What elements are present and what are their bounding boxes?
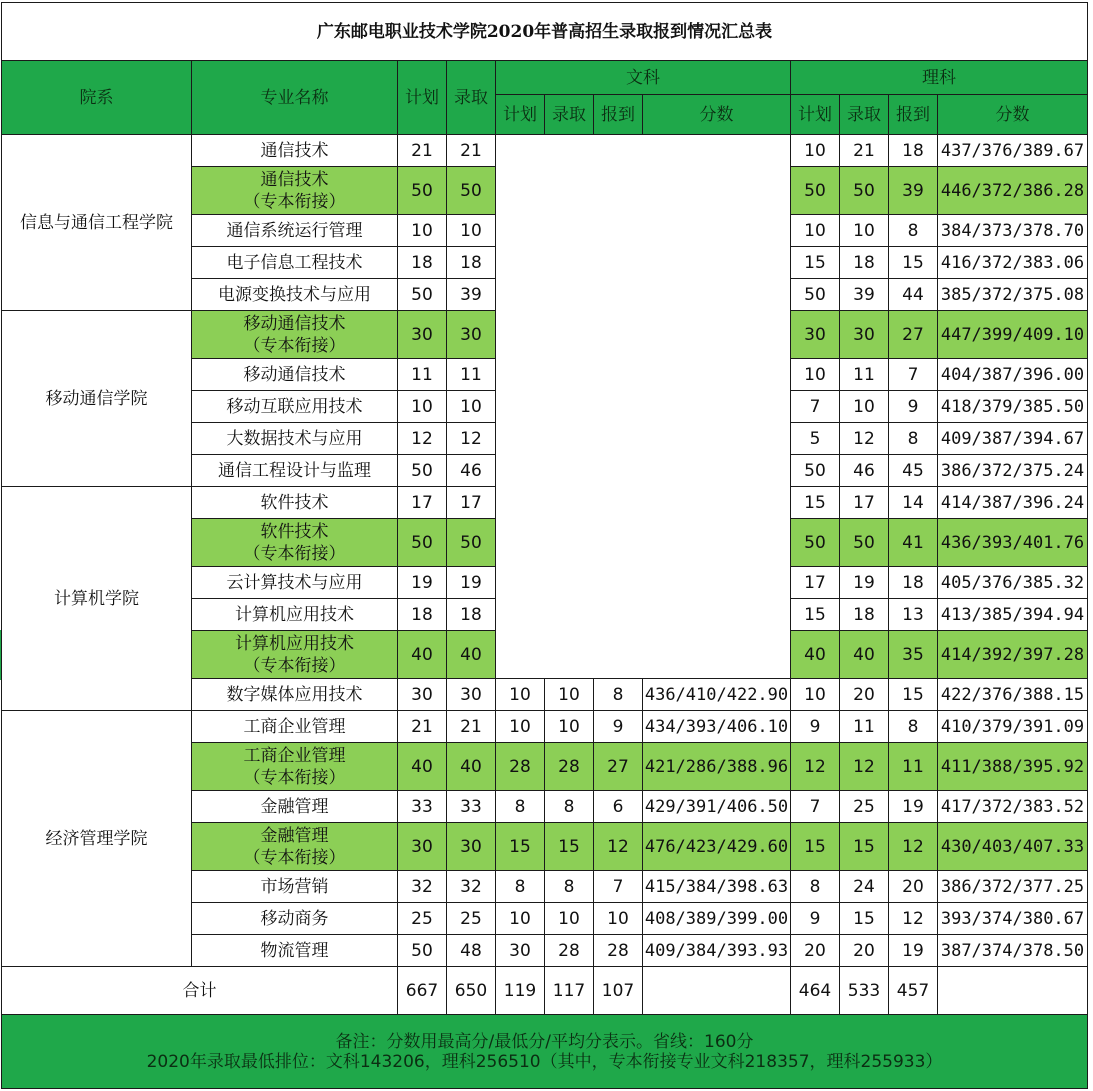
admit-cell: 12 (447, 423, 496, 455)
wk-plan-cell: 15 (496, 823, 545, 871)
header-wk-score: 分数 (643, 95, 791, 135)
lk-plan-cell: 15 (791, 599, 840, 631)
total-wk-report: 107 (594, 967, 643, 1015)
lk-plan-cell: 10 (791, 359, 840, 391)
dept-cell: 计算机学院 (2, 487, 192, 711)
lk-plan-cell: 15 (791, 247, 840, 279)
lk-report-cell: 39 (889, 167, 938, 215)
plan-cell: 50 (398, 519, 447, 567)
lk-score-cell: 446/372/386.28 (938, 167, 1088, 215)
lk-report-cell: 11 (889, 743, 938, 791)
plan-cell: 10 (398, 215, 447, 247)
lk-plan-cell: 12 (791, 743, 840, 791)
major-name-line: （专本衔接） (243, 335, 346, 356)
major-name-line: 通信技术 (260, 140, 329, 161)
wk-report-cell: 10 (594, 903, 643, 935)
plan-cell: 21 (398, 711, 447, 743)
wk-plan-cell: 28 (496, 743, 545, 791)
wk-score-cell: 408/389/399.00 (643, 903, 791, 935)
total-wk-plan: 119 (496, 967, 545, 1015)
lk-admit-cell: 11 (840, 359, 889, 391)
header-wenke: 文科 (496, 61, 791, 95)
lk-score-cell: 411/388/395.92 (938, 743, 1088, 791)
lk-report-cell: 12 (889, 823, 938, 871)
admit-cell: 40 (447, 631, 496, 679)
header-wk-report: 报到 (594, 95, 643, 135)
wk-admit-cell: 15 (545, 823, 594, 871)
lk-admit-cell: 50 (840, 167, 889, 215)
major-name-line: 移动通信技术 (243, 364, 346, 385)
admit-cell: 50 (447, 167, 496, 215)
major-cell (192, 359, 398, 391)
lk-admit-cell: 25 (840, 791, 889, 823)
lk-plan-cell: 10 (791, 215, 840, 247)
major-cell (192, 823, 398, 871)
lk-report-cell: 15 (889, 247, 938, 279)
admit-cell: 30 (447, 823, 496, 871)
dept-cell: 信息与通信工程学院 (2, 135, 192, 311)
lk-admit-cell: 12 (840, 743, 889, 791)
major-cell (192, 167, 398, 215)
total-admit: 650 (447, 967, 496, 1015)
lk-plan-cell: 7 (791, 791, 840, 823)
lk-score-cell: 409/387/394.67 (938, 423, 1088, 455)
major-cell (192, 247, 398, 279)
lk-plan-cell: 9 (791, 711, 840, 743)
header-wk-admit: 录取 (545, 95, 594, 135)
major-cell (192, 487, 398, 519)
header-row-1 (2, 61, 1088, 95)
lk-report-cell: 12 (889, 903, 938, 935)
major-cell (192, 935, 398, 967)
total-lk-score (938, 967, 1088, 1015)
lk-report-cell: 20 (889, 871, 938, 903)
lk-plan-cell: 40 (791, 631, 840, 679)
header-lk-report: 报到 (889, 95, 938, 135)
admit-cell: 30 (447, 311, 496, 359)
major-name-line: 移动通信技术 (243, 313, 346, 334)
lk-score-cell: 393/374/380.67 (938, 903, 1088, 935)
major-name-line: 通信工程设计与监理 (218, 460, 371, 481)
admit-cell: 21 (447, 711, 496, 743)
header-like: 理科 (791, 61, 1088, 95)
major-name-line: 市场营销 (260, 876, 329, 897)
total-plan: 667 (398, 967, 447, 1015)
table-title: 广东邮电职业技术学院2020年普高招生录取报到情况汇总表 (2, 3, 1088, 61)
major-cell (192, 903, 398, 935)
plan-cell: 50 (398, 279, 447, 311)
lk-report-cell: 8 (889, 711, 938, 743)
major-name-line: 计算机应用技术 (235, 633, 354, 654)
note-line-1: 备注：分数用最高分/最低分/平均分表示。省线：160分 (335, 1031, 754, 1052)
admit-cell: 18 (447, 247, 496, 279)
lk-admit-cell: 12 (840, 423, 889, 455)
lk-plan-cell: 50 (791, 167, 840, 215)
wk-report-cell: 9 (594, 711, 643, 743)
lk-report-cell: 7 (889, 359, 938, 391)
lk-report-cell: 45 (889, 455, 938, 487)
total-lk-report: 457 (889, 967, 938, 1015)
lk-admit-cell: 10 (840, 391, 889, 423)
admission-summary-table (1, 2, 1088, 1089)
lk-score-cell: 430/403/407.33 (938, 823, 1088, 871)
lk-score-cell: 422/376/388.15 (938, 679, 1088, 711)
major-cell (192, 567, 398, 599)
lk-admit-cell: 24 (840, 871, 889, 903)
lk-report-cell: 9 (889, 391, 938, 423)
major-name-line: 大数据技术与应用 (226, 428, 363, 449)
lk-admit-cell: 20 (840, 679, 889, 711)
lk-report-cell: 15 (889, 679, 938, 711)
major-cell (192, 871, 398, 903)
lk-score-cell: 416/372/383.06 (938, 247, 1088, 279)
major-name-line: 电源变换技术与应用 (218, 284, 371, 305)
wk-score-cell: 476/423/429.60 (643, 823, 791, 871)
plan-cell: 50 (398, 167, 447, 215)
major-cell (192, 311, 398, 359)
wk-plan-cell: 8 (496, 871, 545, 903)
wk-report-cell: 6 (594, 791, 643, 823)
admit-cell: 50 (447, 519, 496, 567)
lk-plan-cell: 5 (791, 423, 840, 455)
lk-report-cell: 41 (889, 519, 938, 567)
major-name-line: 工商企业管理 (243, 745, 346, 766)
header-plan: 计划 (398, 61, 447, 135)
plan-cell: 18 (398, 247, 447, 279)
header-lk-admit: 录取 (840, 95, 889, 135)
admit-cell: 10 (447, 391, 496, 423)
header-lk-score: 分数 (938, 95, 1088, 135)
total-lk-admit: 533 (840, 967, 889, 1015)
major-cell (192, 791, 398, 823)
lk-admit-cell: 18 (840, 247, 889, 279)
wk-admit-cell: 28 (545, 935, 594, 967)
lk-plan-cell: 20 (791, 935, 840, 967)
admit-cell: 30 (447, 679, 496, 711)
plan-cell: 12 (398, 423, 447, 455)
lk-admit-cell: 50 (840, 519, 889, 567)
lk-report-cell: 19 (889, 791, 938, 823)
major-name-line: （专本衔接） (243, 847, 346, 868)
lk-admit-cell: 30 (840, 311, 889, 359)
lk-score-cell: 413/385/394.94 (938, 599, 1088, 631)
major-name-line: 移动互联应用技术 (226, 396, 363, 417)
plan-cell: 40 (398, 631, 447, 679)
lk-plan-cell: 30 (791, 311, 840, 359)
major-cell (192, 519, 398, 567)
major-name-line: 金融管理 (260, 825, 329, 846)
lk-admit-cell: 15 (840, 903, 889, 935)
wk-plan-cell: 10 (496, 711, 545, 743)
wk-plan-cell: 30 (496, 935, 545, 967)
lk-report-cell: 27 (889, 311, 938, 359)
lk-admit-cell: 11 (840, 711, 889, 743)
note-line-2: 2020年录取最低排位：文科143206，理科256510（其中，专本衔接专业文科218357，理科255933） (146, 1051, 943, 1072)
header-admit: 录取 (447, 61, 496, 135)
wk-admit-cell: 8 (545, 871, 594, 903)
lk-score-cell: 410/379/391.09 (938, 711, 1088, 743)
lk-score-cell: 404/387/396.00 (938, 359, 1088, 391)
total-label: 合计 (2, 967, 398, 1015)
lk-score-cell: 414/392/397.28 (938, 631, 1088, 679)
header-wk-plan: 计划 (496, 95, 545, 135)
admit-cell: 33 (447, 791, 496, 823)
major-cell (192, 631, 398, 679)
admit-cell: 18 (447, 599, 496, 631)
plan-cell: 40 (398, 743, 447, 791)
admit-cell: 21 (447, 135, 496, 167)
plan-cell: 30 (398, 679, 447, 711)
lk-score-cell: 405/376/385.32 (938, 567, 1088, 599)
major-name-line: 电子信息工程技术 (226, 252, 363, 273)
plan-cell: 25 (398, 903, 447, 935)
major-name-line: 数字媒体应用技术 (226, 684, 363, 705)
lk-score-cell: 417/372/383.52 (938, 791, 1088, 823)
lk-admit-cell: 39 (840, 279, 889, 311)
lk-admit-cell: 15 (840, 823, 889, 871)
wk-score-cell: 436/410/422.90 (643, 679, 791, 711)
major-cell (192, 679, 398, 711)
dept-cell: 经济管理学院 (2, 711, 192, 967)
total-wk-score (643, 967, 791, 1015)
lk-score-cell: 387/374/378.50 (938, 935, 1088, 967)
lk-admit-cell: 21 (840, 135, 889, 167)
lk-plan-cell: 17 (791, 567, 840, 599)
admit-cell: 39 (447, 279, 496, 311)
plan-cell: 18 (398, 599, 447, 631)
wk-report-cell: 27 (594, 743, 643, 791)
lk-score-cell: 386/372/375.24 (938, 455, 1088, 487)
plan-cell: 33 (398, 791, 447, 823)
table-row (2, 711, 1088, 743)
wk-admit-cell: 10 (545, 711, 594, 743)
lk-plan-cell: 10 (791, 135, 840, 167)
major-name-line: 通信技术 (260, 169, 329, 190)
lk-report-cell: 18 (889, 135, 938, 167)
wk-plan-cell: 8 (496, 791, 545, 823)
major-cell (192, 135, 398, 167)
major-name-line: 物流管理 (260, 940, 329, 961)
wk-score-cell: 429/391/406.50 (643, 791, 791, 823)
wk-report-cell: 12 (594, 823, 643, 871)
lk-admit-cell: 17 (840, 487, 889, 519)
major-cell (192, 279, 398, 311)
lk-score-cell: 385/372/375.08 (938, 279, 1088, 311)
major-cell (192, 743, 398, 791)
admit-cell: 32 (447, 871, 496, 903)
admit-cell: 19 (447, 567, 496, 599)
lk-report-cell: 44 (889, 279, 938, 311)
wk-score-cell: 421/286/388.96 (643, 743, 791, 791)
plan-cell: 17 (398, 487, 447, 519)
lk-report-cell: 35 (889, 631, 938, 679)
major-name-line: 金融管理 (260, 796, 329, 817)
major-name-line: （专本衔接） (243, 767, 346, 788)
major-cell (192, 455, 398, 487)
total-wk-admit: 117 (545, 967, 594, 1015)
plan-cell: 19 (398, 567, 447, 599)
dept-cell: 移动通信学院 (2, 311, 192, 487)
plan-cell: 32 (398, 871, 447, 903)
admit-cell: 17 (447, 487, 496, 519)
plan-cell: 50 (398, 455, 447, 487)
lk-score-cell: 414/387/396.24 (938, 487, 1088, 519)
admit-cell: 40 (447, 743, 496, 791)
major-name-line: 工商企业管理 (243, 716, 346, 737)
lk-plan-cell: 50 (791, 455, 840, 487)
plan-cell: 10 (398, 391, 447, 423)
lk-report-cell: 14 (889, 487, 938, 519)
wk-admit-cell: 28 (545, 743, 594, 791)
admit-cell: 10 (447, 215, 496, 247)
note-cell (2, 1015, 1088, 1089)
note-row (2, 1015, 1088, 1089)
major-name-line: 云计算技术与应用 (226, 572, 363, 593)
lk-report-cell: 18 (889, 567, 938, 599)
wenke-empty-block (496, 135, 791, 679)
lk-plan-cell: 15 (791, 487, 840, 519)
major-name-line: （专本衔接） (243, 655, 346, 676)
table-row (2, 135, 1088, 167)
plan-cell: 50 (398, 935, 447, 967)
lk-plan-cell: 50 (791, 519, 840, 567)
header-dept: 院系 (2, 61, 192, 135)
major-cell (192, 599, 398, 631)
lk-score-cell: 386/372/377.25 (938, 871, 1088, 903)
lk-admit-cell: 19 (840, 567, 889, 599)
lk-score-cell: 447/399/409.10 (938, 311, 1088, 359)
lk-score-cell: 436/393/401.76 (938, 519, 1088, 567)
lk-plan-cell: 10 (791, 679, 840, 711)
wk-plan-cell: 10 (496, 903, 545, 935)
lk-plan-cell: 9 (791, 903, 840, 935)
admit-cell: 25 (447, 903, 496, 935)
wk-score-cell: 415/384/398.63 (643, 871, 791, 903)
plan-cell: 21 (398, 135, 447, 167)
wk-admit-cell: 10 (545, 679, 594, 711)
lk-score-cell: 384/373/378.70 (938, 215, 1088, 247)
wk-plan-cell: 10 (496, 679, 545, 711)
title-row (2, 3, 1088, 61)
plan-cell: 30 (398, 823, 447, 871)
lk-admit-cell: 40 (840, 631, 889, 679)
lk-report-cell: 8 (889, 423, 938, 455)
major-name-line: （专本衔接） (243, 543, 346, 564)
wk-report-cell: 7 (594, 871, 643, 903)
lk-plan-cell: 50 (791, 279, 840, 311)
lk-admit-cell: 46 (840, 455, 889, 487)
wk-admit-cell: 10 (545, 903, 594, 935)
major-cell (192, 711, 398, 743)
plan-cell: 11 (398, 359, 447, 391)
lk-admit-cell: 20 (840, 935, 889, 967)
major-cell (192, 391, 398, 423)
lk-plan-cell: 15 (791, 823, 840, 871)
lk-score-cell: 418/379/385.50 (938, 391, 1088, 423)
major-name-line: 移动商务 (260, 908, 329, 929)
major-name-line: 通信系统运行管理 (226, 220, 363, 241)
lk-plan-cell: 7 (791, 391, 840, 423)
lk-report-cell: 8 (889, 215, 938, 247)
major-name-line: 软件技术 (260, 521, 329, 542)
admit-cell: 48 (447, 935, 496, 967)
header-lk-plan: 计划 (791, 95, 840, 135)
total-lk-plan: 464 (791, 967, 840, 1015)
wk-report-cell: 8 (594, 679, 643, 711)
lk-admit-cell: 18 (840, 599, 889, 631)
lk-score-cell: 437/376/389.67 (938, 135, 1088, 167)
lk-admit-cell: 10 (840, 215, 889, 247)
wk-score-cell: 409/384/393.93 (643, 935, 791, 967)
lk-plan-cell: 8 (791, 871, 840, 903)
major-cell (192, 423, 398, 455)
major-name-line: 软件技术 (260, 492, 329, 513)
lk-report-cell: 13 (889, 599, 938, 631)
admit-cell: 46 (447, 455, 496, 487)
total-row (2, 967, 1088, 1015)
plan-cell: 30 (398, 311, 447, 359)
major-cell (192, 215, 398, 247)
major-name-line: 计算机应用技术 (235, 604, 354, 625)
major-name-line: （专本衔接） (243, 191, 346, 212)
wk-report-cell: 28 (594, 935, 643, 967)
admit-cell: 11 (447, 359, 496, 391)
header-major: 专业名称 (192, 61, 398, 135)
wk-score-cell: 434/393/406.10 (643, 711, 791, 743)
lk-report-cell: 19 (889, 935, 938, 967)
wk-admit-cell: 8 (545, 791, 594, 823)
